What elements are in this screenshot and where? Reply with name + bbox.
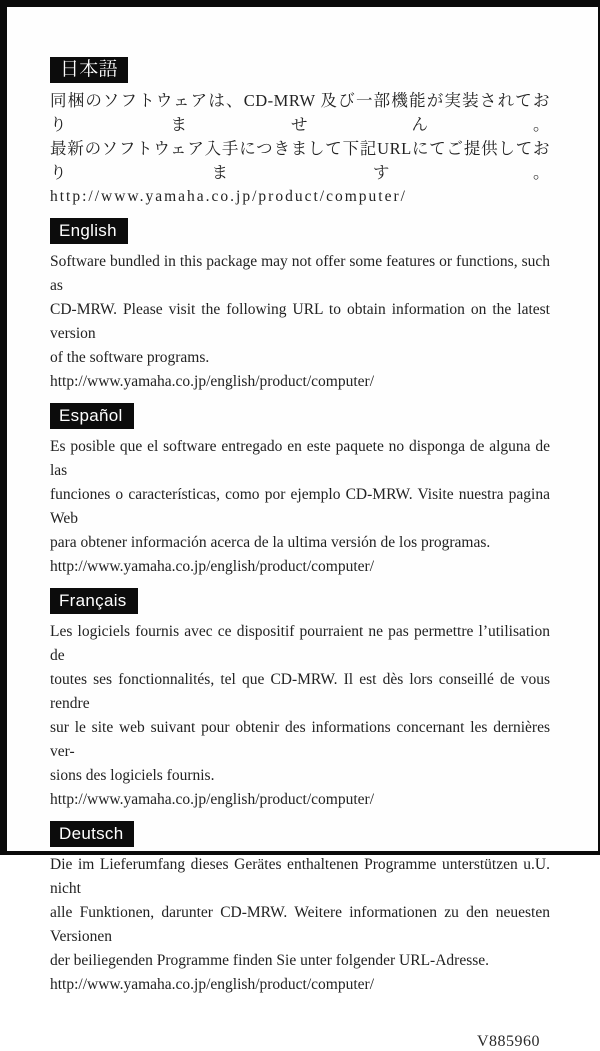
url-text: http://www.yamaha.co.jp/english/product/computer/: [50, 976, 374, 993]
section-japanese: [50, 57, 550, 209]
language-label-french: Français: [50, 588, 138, 614]
part-number: V885960: [476, 1033, 540, 1050]
body-text-japanese: [50, 89, 550, 209]
body-line: Es posible que el software entregado en este paquete no disponga de alguna de las: [50, 438, 550, 479]
body-line: para obtener información acerca de la ultima versión de los programas.: [50, 534, 491, 551]
body-text-german: [50, 853, 550, 997]
body-line: toutes ses fonctionnalités, tel que CD-MRW. Il est dès lors conseillé de vous rendre: [50, 671, 550, 712]
body-line: alle Funktionen, darunter CD-MRW. Weitere informationen zu den neuesten Versionen: [50, 904, 550, 945]
body-text-spanish: [50, 435, 550, 579]
url-text: http://www.yamaha.co.jp/english/product/computer/: [50, 373, 374, 390]
url-text: http://www.yamaha.co.jp/product/computer/: [50, 188, 407, 205]
body-text-french: [50, 620, 550, 812]
section-spanish: [50, 403, 550, 579]
section-french: [50, 588, 550, 812]
body-line: of the software programs.: [50, 349, 210, 366]
language-label-german: Deutsch: [50, 821, 134, 847]
section-german: [50, 821, 550, 997]
body-line: CD-MRW. Please visit the following URL to obtain information on the latest version: [50, 301, 550, 342]
body-line: funciones o características, como por ejemplo CD-MRW. Visite nuestra pagina Web: [50, 486, 550, 527]
language-label-spanish: Español: [50, 403, 134, 429]
body-text-english: [50, 250, 550, 394]
language-label-english: English: [50, 218, 128, 244]
body-line: Software bundled in this package may not offer some features or functions, such as: [50, 253, 550, 294]
body-line: Les logiciels fournis avec ce dispositif pourraient ne pas permettre l’utilisation de: [50, 623, 550, 664]
section-english: [50, 218, 550, 394]
body-line: 同梱のソフトウェアは、CD-MRW 及び一部機能が実装されておりません。: [50, 91, 550, 134]
url-text: http://www.yamaha.co.jp/english/product/computer/: [50, 558, 374, 575]
body-line: 最新のソフトウェア入手につきまして下記URLにてご提供しております。: [50, 139, 550, 182]
body-line: sions des logiciels fournis.: [50, 767, 215, 784]
body-line: sur le site web suivant pour obtenir des informations concernant les dernières ver-: [50, 719, 550, 760]
body-line: der beiliegenden Programme finden Sie unter folgender URL-Adresse.: [50, 952, 490, 969]
body-line: Die im Lieferumfang dieses Gerätes enthaltenen Programme unterstützen u.U. nicht: [50, 856, 550, 897]
url-text: http://www.yamaha.co.jp/english/product/computer/: [50, 791, 374, 808]
language-label-japanese: 日本語: [50, 57, 128, 83]
